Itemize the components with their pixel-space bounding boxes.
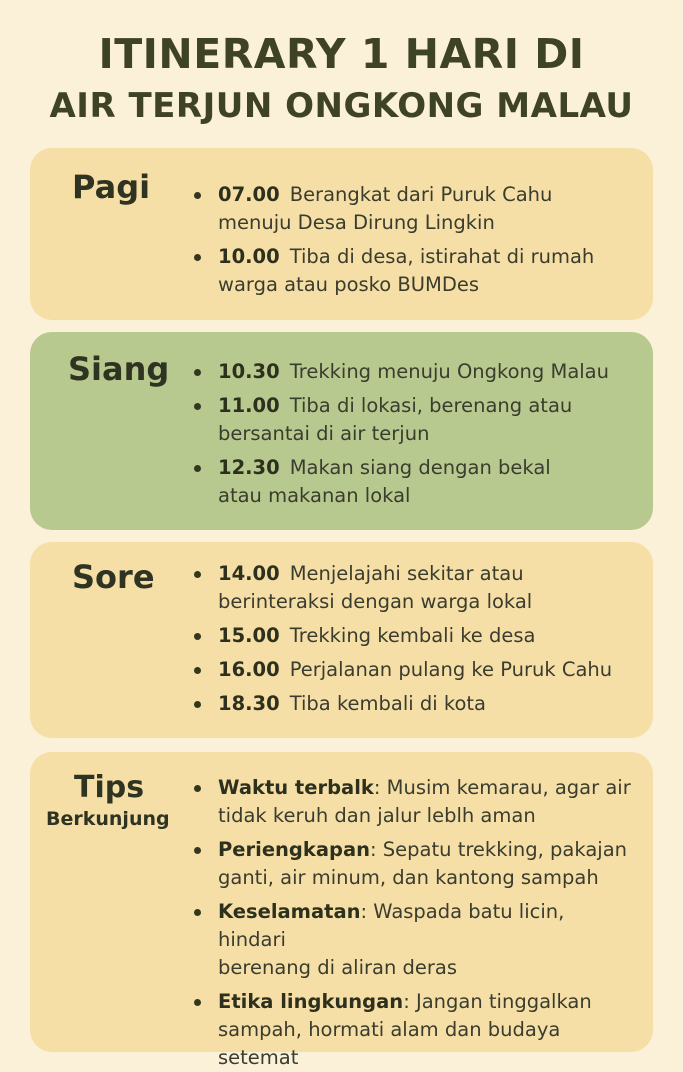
schedule-time: 18.30 bbox=[218, 692, 280, 715]
schedule-time: 10.00 bbox=[218, 245, 280, 268]
schedule-time: 07.00 bbox=[218, 183, 280, 206]
list-item bbox=[190, 181, 635, 237]
schedule-list bbox=[190, 181, 635, 299]
tip-text: : Sepatu trekking, pakajan bbox=[370, 838, 628, 861]
schedule-text: Tiba di lokasi, berenang atau bbox=[289, 394, 573, 417]
tip-text-cont: sampah, hormati alam dan budaya setemat bbox=[218, 1018, 561, 1069]
page-subtitle: AIR TERJUN ONGKONG MALAU bbox=[49, 86, 634, 126]
list-item bbox=[190, 392, 635, 448]
bullet-icon bbox=[194, 571, 201, 578]
tip-text: : Musim kemarau, agar air bbox=[373, 776, 631, 799]
bullet-icon bbox=[194, 999, 201, 1006]
tips-list bbox=[190, 774, 635, 1072]
tip-key: Keselamatan bbox=[218, 900, 361, 923]
bullet-icon bbox=[194, 847, 201, 854]
schedule-text: Berangkat dari Puruk Cahu bbox=[289, 183, 553, 206]
section-tips bbox=[30, 752, 653, 1069]
section-siang bbox=[30, 332, 653, 530]
list-item bbox=[190, 243, 635, 299]
list-item bbox=[190, 898, 635, 982]
schedule-text: Tiba kembali di kota bbox=[289, 692, 487, 715]
schedule-text: Trekking menuju Ongkong Malau bbox=[289, 360, 609, 383]
tips-sublabel: Berkunjung bbox=[46, 808, 170, 830]
schedule-time: 11.00 bbox=[218, 394, 280, 417]
bullet-icon bbox=[194, 465, 201, 472]
bullet-icon bbox=[194, 909, 201, 916]
schedule-text: Trekking kembali ke desa bbox=[289, 624, 536, 647]
section-label: Sore bbox=[72, 558, 155, 596]
list-item bbox=[190, 690, 635, 718]
section-sore bbox=[30, 542, 653, 738]
bullet-icon bbox=[194, 254, 201, 261]
bullet-icon bbox=[194, 701, 201, 708]
schedule-text-cont: atau makanan lokal bbox=[218, 484, 411, 507]
list-item bbox=[190, 560, 635, 616]
tip-key: Waktu terbalk bbox=[218, 776, 374, 799]
schedule-time: 14.00 bbox=[218, 562, 280, 585]
tip-text-cont: tidak keruh dan jalur leblh aman bbox=[218, 804, 536, 827]
schedule-text-cont: berinteraksi dengan warga lokal bbox=[218, 590, 533, 613]
page-title: ITINERARY 1 HARI DI bbox=[98, 30, 585, 78]
schedule-list bbox=[190, 358, 635, 510]
tip-text: : Waspada batu licin, hindari bbox=[218, 900, 565, 951]
bullet-icon bbox=[194, 633, 201, 640]
list-item bbox=[190, 656, 635, 684]
bullet-icon bbox=[194, 369, 201, 376]
tip-text-cont: berenang di aliran deras bbox=[218, 956, 458, 979]
schedule-text: Menjelajahi sekitar atau bbox=[289, 562, 524, 585]
schedule-text: Perjalanan pulang ke Puruk Cahu bbox=[289, 658, 613, 681]
list-item bbox=[190, 988, 635, 1072]
schedule-time: 16.00 bbox=[218, 658, 280, 681]
schedule-text-cont: bersantai di air terjun bbox=[218, 422, 430, 445]
tips-label: Tips bbox=[74, 770, 145, 805]
bullet-icon bbox=[194, 192, 201, 199]
tip-text: : Jangan tinggalkan bbox=[403, 990, 592, 1013]
list-item bbox=[190, 454, 635, 510]
tip-key: Etika lingkungan bbox=[218, 990, 404, 1013]
tip-key: Periengkapan bbox=[218, 838, 371, 861]
list-item bbox=[190, 836, 635, 892]
schedule-text: Tiba di desa, istirahat di rumah bbox=[289, 245, 595, 268]
schedule-time: 10.30 bbox=[218, 360, 280, 383]
schedule-time: 12.30 bbox=[218, 456, 280, 479]
section-pagi bbox=[30, 148, 653, 320]
schedule-text: Makan siang dengan bekal bbox=[289, 456, 551, 479]
bullet-icon bbox=[194, 403, 201, 410]
bullet-icon bbox=[194, 785, 201, 792]
schedule-list bbox=[190, 560, 635, 718]
list-item bbox=[190, 774, 635, 830]
list-item bbox=[190, 358, 635, 386]
schedule-text-cont: menuju Desa Dirung Lingkin bbox=[218, 211, 495, 234]
list-item bbox=[190, 622, 635, 650]
bullet-icon bbox=[194, 667, 201, 674]
schedule-time: 15.00 bbox=[218, 624, 280, 647]
tip-text-cont: ganti, air minum, dan kantong sampah bbox=[218, 866, 599, 889]
section-label: Pagi bbox=[72, 168, 151, 206]
section-label: Siang bbox=[68, 350, 170, 388]
schedule-text-cont: warga atau posko BUMDes bbox=[218, 273, 480, 296]
